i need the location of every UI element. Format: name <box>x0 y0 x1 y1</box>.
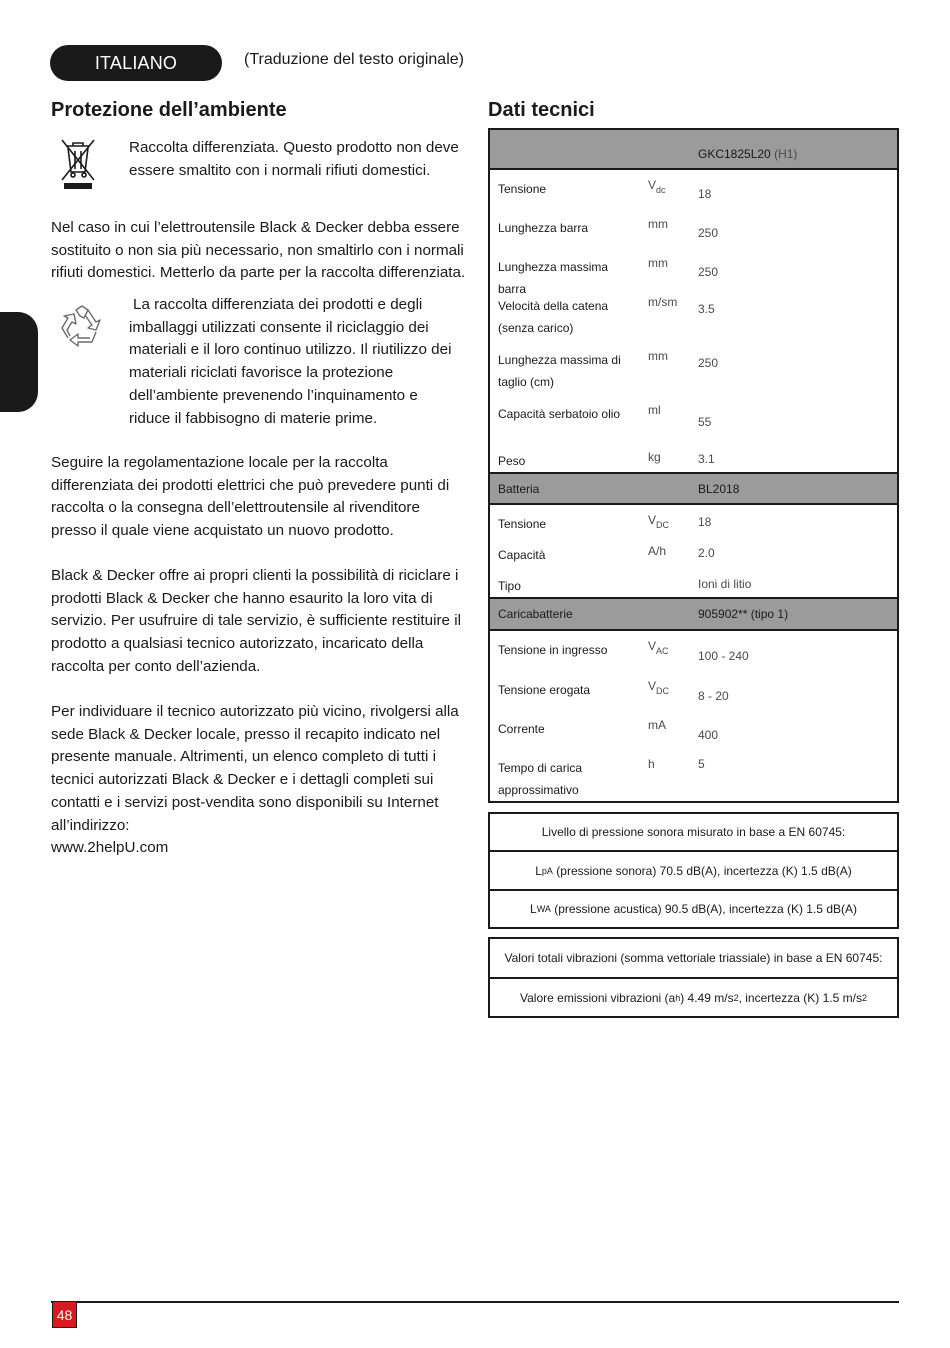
spec-unit: $V_{AC}$ <box>648 639 669 656</box>
spec-unit: m/sm <box>648 295 678 309</box>
spec-row <box>490 505 897 536</box>
model-header-row <box>490 130 897 170</box>
spec-label: Capacità serbatoio olio <box>498 407 621 421</box>
recycle-icon <box>58 302 106 350</box>
spec-unit: $V_{dc}$ <box>648 178 666 195</box>
charger-header-row <box>490 597 897 631</box>
spec-value: 2.0 <box>698 546 715 560</box>
sound-lwa: L WA (pressione acustica) 90.5 dB(A), incertezza (K) 1.5 dB(A) <box>490 889 897 927</box>
spec-label: Tensione in ingresso <box>498 643 608 657</box>
spec-unit: kg <box>648 450 661 464</box>
sound-heading: Livello di pressione sonora misurato in base a EN 60745: <box>541 825 846 839</box>
spec-row <box>490 395 897 442</box>
spec-value: 5 <box>698 757 705 771</box>
spec-label: Lunghezza massima di taglio (cm) <box>498 353 621 389</box>
battery-label: Batteria <box>498 482 540 496</box>
spec-unit: A/h <box>648 544 667 558</box>
spec-unit: $V_{DC}$ <box>648 679 670 696</box>
spec-value: 55 <box>698 415 712 429</box>
spec-unit: mm <box>648 256 668 270</box>
disposal-paragraph: Nel caso in cui l’elettroutensile Black & Decker debba essere sostituito o non sia più necessario, non smaltirlo con i normali rifiuti domestici. Metterlo da parte per la raccolta differenziata. <box>51 219 466 282</box>
weee-text: Raccolta differenziata. Questo prodotto non deve essere smaltito con i normali rifiuti domestici. <box>129 139 459 179</box>
model-number: GKC1825L20 <box>698 147 771 161</box>
spec-label: Tipo <box>498 579 521 593</box>
technical-data-title: Dati tecnici <box>488 99 595 121</box>
spec-row <box>490 341 897 395</box>
charger-label: Caricabatterie <box>498 607 573 621</box>
charger-model: 905902** (tipo 1) <box>698 607 789 621</box>
spec-row <box>490 567 897 597</box>
spec-row <box>490 536 897 567</box>
spec-label: Peso <box>498 454 526 468</box>
local-regulation-paragraph: Seguire la regolamentazione locale per la raccolta differenziata dei prodotti elettrici che può prevedere punti di raccolta o la consegna dell’elettroutensile al rivenditore presso il quale viene acquistato un nuovo prodotto. <box>51 454 450 540</box>
battery-spec-rows <box>490 505 897 597</box>
translation-note: (Traduzione del testo originale) <box>244 51 464 68</box>
spec-unit: mA <box>648 718 666 732</box>
vibration-value: Valore emissioni vibrazioni (a h ) 4.49 m/s 2 , incertezza (K) 1.5 m/s 2 <box>490 977 897 1016</box>
support-url[interactable]: www.2helpU.com <box>51 839 169 857</box>
service-agent-paragraph <box>51 701 466 860</box>
footer-rule <box>51 1301 899 1303</box>
spec-value: 18 <box>698 515 712 529</box>
spec-label: Tensione <box>498 182 547 196</box>
spec-label: Corrente <box>498 722 545 736</box>
spec-row <box>490 631 897 671</box>
spec-unit: h <box>648 757 655 771</box>
spec-label: Lunghezza barra <box>498 221 589 235</box>
spec-value: 400 <box>698 728 719 742</box>
battery-header-row <box>490 472 897 505</box>
spec-value: 3.5 <box>698 302 715 316</box>
spec-label: Tensione erogata <box>498 683 591 697</box>
environment-title: Protezione dell’ambiente <box>51 99 287 121</box>
sound-box <box>488 812 899 929</box>
recycling-text: La raccolta differenziata dei prodotti e degli imballaggi utilizzati consente il riciclaggio dei materiali e il loro continuo utilizzo. Il riutilizzo dei materiali riciclati favorisce la protezione dell’ambiente prevenendo l’inquinamento e riduce il fabbisogno di materie prime. <box>129 296 452 427</box>
vibration-heading: Valori totali vibrazioni (somma vettoriale triassiale) in base a EN 60745: <box>504 951 883 965</box>
spec-unit: $V_{DC}$ <box>648 513 670 530</box>
page-number: 48 <box>52 1301 77 1328</box>
spec-value: 3.1 <box>698 452 715 466</box>
tool-spec-rows <box>490 170 897 472</box>
vibration-box <box>488 937 899 1018</box>
crossed-bin-icon <box>58 136 98 192</box>
spec-label: Tensione <box>498 517 547 531</box>
spec-label: Velocità della catena (senza carico) <box>498 299 609 335</box>
spec-row <box>490 442 897 472</box>
language-label: ITALIANO <box>94 52 178 73</box>
spec-row <box>490 209 897 248</box>
spec-row <box>490 749 897 801</box>
spec-row <box>490 671 897 710</box>
spec-value: 8 - 20 <box>698 689 729 703</box>
spec-unit: mm <box>648 217 668 231</box>
spec-value: Ioni di litio <box>698 577 752 591</box>
spec-table <box>488 128 899 803</box>
spec-unit: mm <box>648 349 668 363</box>
spec-row <box>490 248 897 296</box>
spec-unit: ml <box>648 403 661 417</box>
charger-spec-rows <box>490 631 897 801</box>
spec-value: 250 <box>698 226 719 240</box>
spec-value: 18 <box>698 187 712 201</box>
service-agent-text: Per individuare il tecnico autorizzato più vicino, rivolgersi alla sede Black & Decker locale, presso il recapito indicato nel presente manuale. Altrimenti, un elenco completo di tutti i tecnici autorizzati Black & Decker e i dettagli completi sui contatti e i servizi post-vendita sono disponibili su Internet all’indirizzo: <box>51 703 459 834</box>
spec-value: 100 - 240 <box>698 649 749 663</box>
spec-label: Capacità <box>498 548 546 562</box>
spec-row <box>490 170 897 209</box>
model-suffix: (H1) <box>774 147 798 161</box>
spec-row <box>490 710 897 749</box>
recycling-service-paragraph: Black & Decker offre ai propri clienti la possibilità di riciclare i prodotti Black & Decker che hanno esaurito la loro vita di servizio. Per usufruire di tale servizio, è sufficiente restituire il prodotto a qualsiasi tecnico autorizzato, incaricato della raccolta per conto dell’azienda. <box>51 567 461 675</box>
section-edge-tab <box>0 312 38 412</box>
spec-label: Lunghezza massima barra <box>498 260 609 296</box>
battery-model: BL2018 <box>698 482 740 496</box>
spec-value: 250 <box>698 356 719 370</box>
spec-row <box>490 287 897 341</box>
language-badge <box>50 45 222 81</box>
spec-value: 250 <box>698 265 719 279</box>
sound-lpa: L pA (pressione sonora) 70.5 dB(A), incertezza (K) 1.5 dB(A) <box>490 850 897 889</box>
spec-label: Tempo di carica approssimativo <box>498 761 583 797</box>
